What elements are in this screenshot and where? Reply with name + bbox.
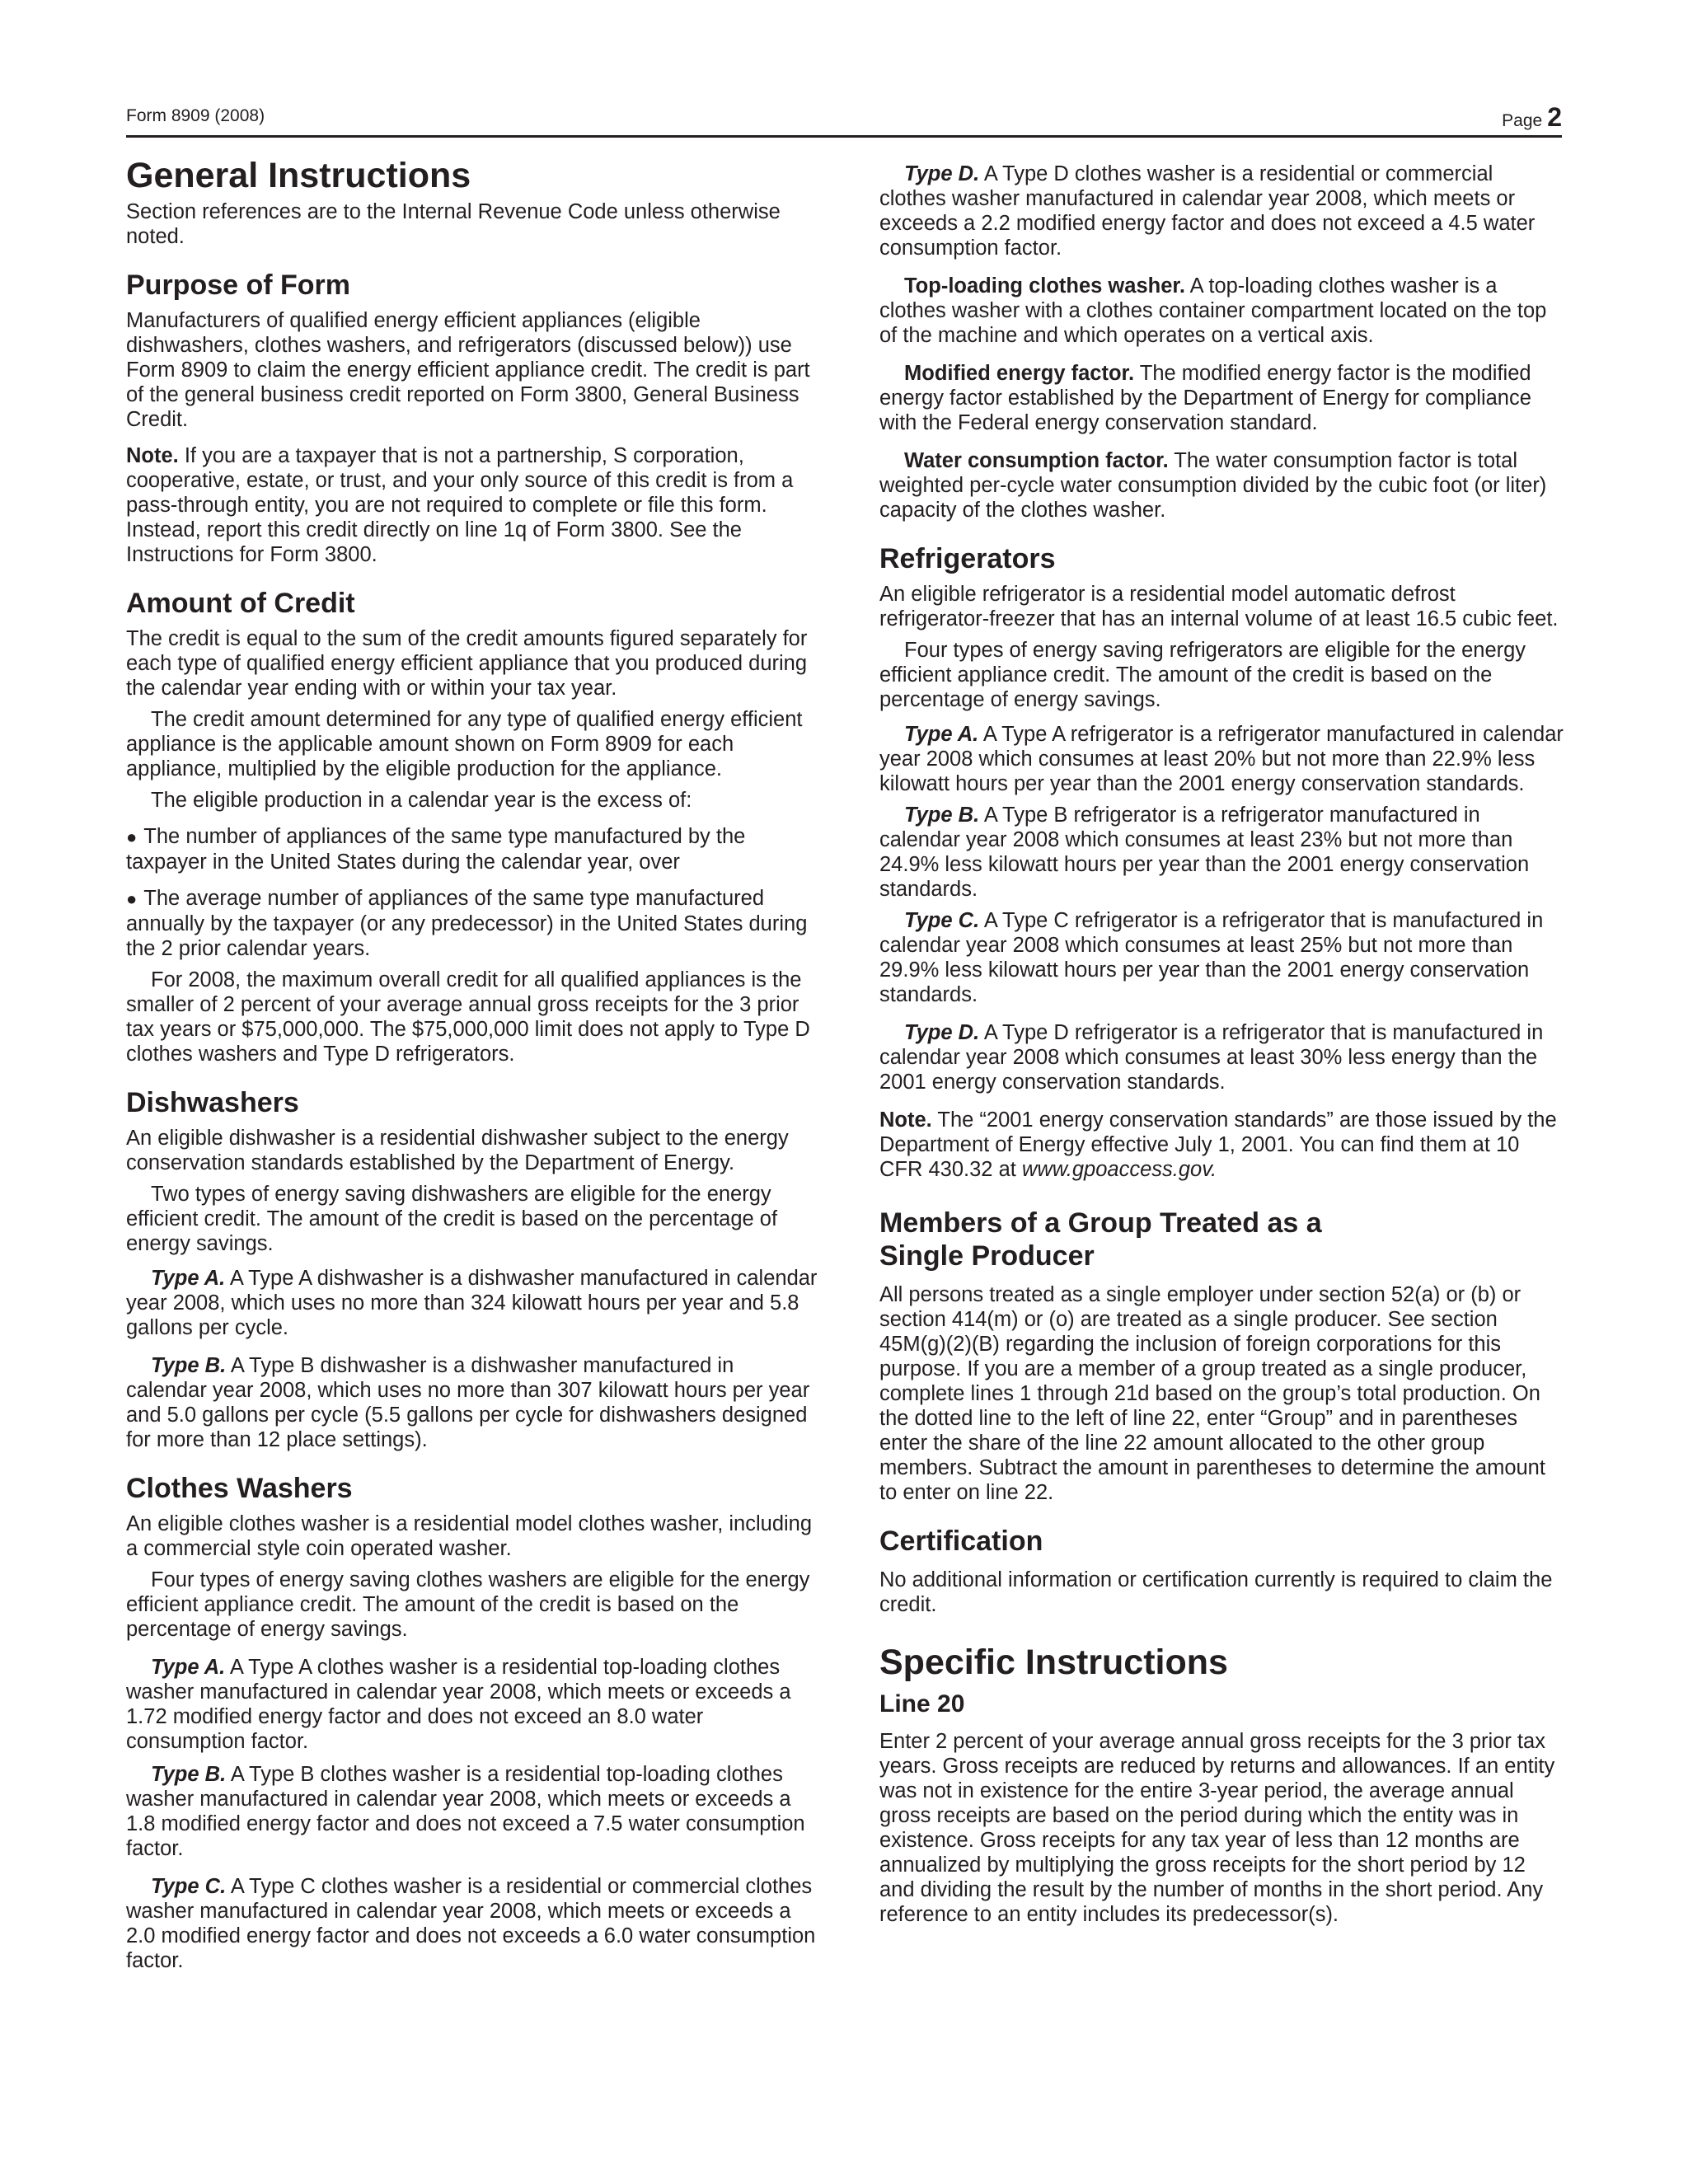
type-text: A Type C clothes washer is a residential or commercial clothes washer manufactured in calendar year 2008, which meets or exceeds a 2.0 modified energy factor and does not exceeds a 6.0 water consumption factor.: [126, 1875, 816, 1972]
bullet-icon: ●: [126, 827, 138, 847]
note-text: If you are a taxpayer that is not a partnership, S corporation, cooperative, estate, or trust, and your only source of this credit is from a pass-through entity, you are not required to complete or file this form. Instead, report this credit directly on line 1q of Form 3800. See the Instructions for Form 3800.: [126, 444, 794, 566]
term-text: The modified energy factor is the modified energy factor established by the Department of Energy for compliance with the Federal energy conservation standard.: [879, 362, 1531, 434]
purpose-heading: Purpose of Form: [126, 269, 351, 301]
type-text: A Type D clothes washer is a residential or commercial clothes washer manufactured in calendar year 2008, which meets or exceeds a 2.2 modified energy factor and does not exceed a 4.5 water consumption factor.: [879, 162, 1536, 260]
general-instructions-title: General Instructions: [126, 156, 471, 195]
washers-p2: Four types of energy saving clothes washers are eligible for the energy efficient appliance credit. The amount of the credit is based on the percentage of energy savings.: [126, 1568, 810, 1641]
bullet-text: The number of appliances of the same type manufactured by the taxpayer in the United States during the calendar year, over: [126, 825, 746, 874]
refrigerators-heading: Refrigerators: [879, 543, 1056, 574]
term-text: The water consumption factor is total weighted per-cycle water consumption divided by the cubic foot (or liter) capacity of the clothes washer.: [879, 449, 1547, 522]
dishwasher-type-a: [126, 1266, 818, 1340]
type-label: Type B.: [151, 1354, 227, 1377]
page-label: Page: [1502, 111, 1543, 130]
clothes-washers-heading: Clothes Washers: [126, 1473, 353, 1504]
top-loading-definition: [879, 274, 1564, 348]
term-label: Modified energy factor.: [904, 362, 1135, 385]
dishwashers-heading: Dishwashers: [126, 1087, 299, 1118]
line-20-heading: Line 20: [879, 1690, 965, 1718]
amount-p3: The eligible production in a calendar year is the excess of:: [151, 789, 692, 812]
refrigerator-type-b: [879, 803, 1564, 902]
purpose-note: [126, 443, 818, 567]
type-text: A Type B dishwasher is a dishwasher manufactured in calendar year 2008, which uses no more than 307 kilowatt hours per year and 5.0 gallons per cycle (5.5 gallons per cycle for dishwashers designed for more than 12 place settings).: [126, 1354, 810, 1451]
intro-text: Section references are to the Internal Revenue Code unless otherwise noted.: [126, 200, 781, 248]
washer-type-b: [126, 1762, 818, 1861]
type-text: A Type D refrigerator is a refrigerator that is manufactured in calendar year 2008 which consumes at least 30% less energy than the 2001 energy conservation standards.: [879, 1021, 1544, 1094]
right-column: [879, 162, 1564, 1938]
line-20-text: Enter 2 percent of your average annual gross receipts for the 3 prior tax years. Gross receipts are reduced by returns and allowances. If an entity was not in existence for the entire 3-year period, the average annual gross receipts are based on the period during which the entity was in existence. Gross receipts for any tax year of less than 12 months are annualized by multiplying the gross receipts for the short period by 12 and dividing the result by the number of months in the short period. Any reference to an entity includes its predecessor(s).: [879, 1730, 1555, 1926]
note-label: Note.: [879, 1108, 932, 1132]
page-header: [126, 102, 1562, 138]
washers-p1: An eligible clothes washer is a residential model clothes washer, including a commercial style coin operated washer.: [126, 1512, 813, 1560]
certification-text: No additional information or certification currently is required to claim the credit.: [879, 1568, 1553, 1616]
washer-type-c: [126, 1874, 818, 1973]
purpose-text: Manufacturers of qualified energy efficient appliances (eligible dishwashers, clothes washers, and refrigerators (discussed below)) use Form 8909 to claim the energy efficient appliance credit. The credit is part of the general business credit reported on Form 3800, General Business Credit.: [126, 309, 810, 431]
refrigerator-note: [879, 1108, 1564, 1182]
gpoaccess-link[interactable]: www.gpoaccess.gov.: [1021, 1158, 1217, 1181]
refrigerator-type-c: [879, 908, 1564, 1007]
left-column: [126, 155, 818, 1980]
dishwashers-p2: Two types of energy saving dishwashers are eligible for the energy efficient credit. The amount of the credit is based on the percentage of energy savings.: [126, 1183, 778, 1255]
group-heading: [879, 1207, 1564, 1272]
type-text: A Type B refrigerator is a refrigerator manufactured in calendar year 2008 which consumes at least 23% but not more than 24.9% less kilowatt hours per year than the 2001 energy conservation standards.: [879, 804, 1530, 901]
type-text: A Type A clothes washer is a residential top-loading clothes washer manufactured in calendar year 2008, which meets or exceeds a 1.72 modified energy factor and does not exceed an 8.0 water consumption factor.: [126, 1656, 791, 1753]
term-label: Water consumption factor.: [904, 449, 1169, 472]
specific-instructions-title: Specific Instructions: [879, 1643, 1228, 1682]
washer-type-d: [879, 162, 1564, 260]
bullet-icon: ●: [126, 888, 138, 909]
refrigerators-p1: An eligible refrigerator is a residential model automatic defrost refrigerator-freezer that has an internal volume of at least 16.5 cubic feet.: [879, 583, 1559, 630]
type-text: A Type B clothes washer is a residential top-loading clothes washer manufactured in calendar year 2008, which meets or exceeds a 1.8 modified energy factor and does not exceed a 7.5 water consumption factor.: [126, 1763, 805, 1860]
amount-bullet-1: [126, 824, 818, 874]
type-label: Type A.: [904, 723, 979, 746]
type-label: Type A.: [151, 1267, 226, 1290]
type-label: Type C.: [151, 1875, 227, 1898]
group-text: All persons treated as a single employer under section 52(a) or (b) or section 414(m) or (o) are treated as a single producer. See section 45M(g)(2)(B) regarding the inclusion of foreign corporations for this purpose. If you are a member of a group treated as a single producer, complete lines 1 through 21d based on the group’s total production. On the dotted line to the left of line 22, enter “Group” and in parentheses enter the share of the line 22 amount allocated to the other group members. Subtract the amount in parentheses to determine the amount to enter on line 22.: [879, 1283, 1545, 1504]
group-heading-line-2: Single Producer: [879, 1240, 1095, 1272]
dishwashers-p1: An eligible dishwasher is a residential dishwasher subject to the energy conservation standards established by the Department of Energy.: [126, 1127, 789, 1174]
term-text: A top-loading clothes washer is a clothes washer with a clothes container compartment located on the top of the machine and which operates on a vertical axis.: [879, 274, 1547, 347]
modified-energy-factor-definition: [879, 361, 1564, 435]
water-consumption-factor-definition: [879, 448, 1564, 523]
type-text: A Type A dishwasher is a dishwasher manufactured in calendar year 2008, which uses no more than 324 kilowatt hours per year and 5.8 gallons per cycle.: [126, 1267, 818, 1339]
washer-type-a: [126, 1655, 818, 1754]
amount-bullet-2: [126, 886, 818, 961]
type-label: Type D.: [904, 1021, 980, 1044]
dishwasher-type-b: [126, 1353, 818, 1452]
refrigerator-type-a: [879, 722, 1564, 796]
refrigerator-type-d: [879, 1020, 1564, 1094]
amount-heading: Amount of Credit: [126, 588, 355, 619]
refrigerators-p2: Four types of energy saving refrigerators are eligible for the energy efficient appliance credit. The amount of the credit is based on the percentage of energy savings.: [879, 639, 1526, 711]
page-number-label: [1502, 102, 1562, 133]
type-label: Type D.: [904, 162, 980, 185]
note-text: The “2001 energy conservation standards” are those issued by the Department of Energy effective July 1, 2001. You can find them at 10 CFR 430.32 at: [879, 1108, 1557, 1181]
type-label: Type C.: [904, 909, 980, 932]
type-text: A Type C refrigerator is a refrigerator that is manufactured in calendar year 2008 which consumes at least 25% but not more than 29.9% less kilowatt hours per year than the 2001 energy conservation standards.: [879, 909, 1544, 1006]
amount-p1: The credit is equal to the sum of the credit amounts figured separately for each type of qualified energy efficient appliance that you produced during the calendar year ending with or within your tax year.: [126, 627, 808, 700]
type-label: Type B.: [904, 804, 980, 827]
note-label: Note.: [126, 444, 179, 467]
type-text: A Type A refrigerator is a refrigerator manufactured in calendar year 2008 which consumes at least 20% but not more than 22.9% less kilowatt hours per year than the 2001 energy conservation standards.: [879, 723, 1564, 795]
bullet-text: The average number of appliances of the same type manufactured annually by the taxpayer (or any predecessor) in the United States during the 2 prior calendar years.: [126, 887, 808, 960]
page-number: 2: [1547, 102, 1562, 132]
amount-p4: For 2008, the maximum overall credit for all qualified appliances is the smaller of 2 percent of your average annual gross receipts for the 3 prior tax years or $75,000,000. The $75,000,000 limit does not apply to Type D clothes washers and Type D refrigerators.: [126, 968, 810, 1066]
form-id: Form 8909 (2008): [126, 106, 265, 125]
type-label: Type A.: [151, 1656, 226, 1679]
term-label: Top-loading clothes washer.: [904, 274, 1185, 298]
amount-p2: The credit amount determined for any type of qualified energy efficient appliance is the applicable amount shown on Form 8909 for each appliance, multiplied by the eligible production for the appliance.: [126, 708, 803, 780]
type-label: Type B.: [151, 1763, 227, 1786]
group-heading-line-1: Members of a Group Treated as a: [879, 1207, 1322, 1239]
certification-heading: Certification: [879, 1526, 1043, 1557]
